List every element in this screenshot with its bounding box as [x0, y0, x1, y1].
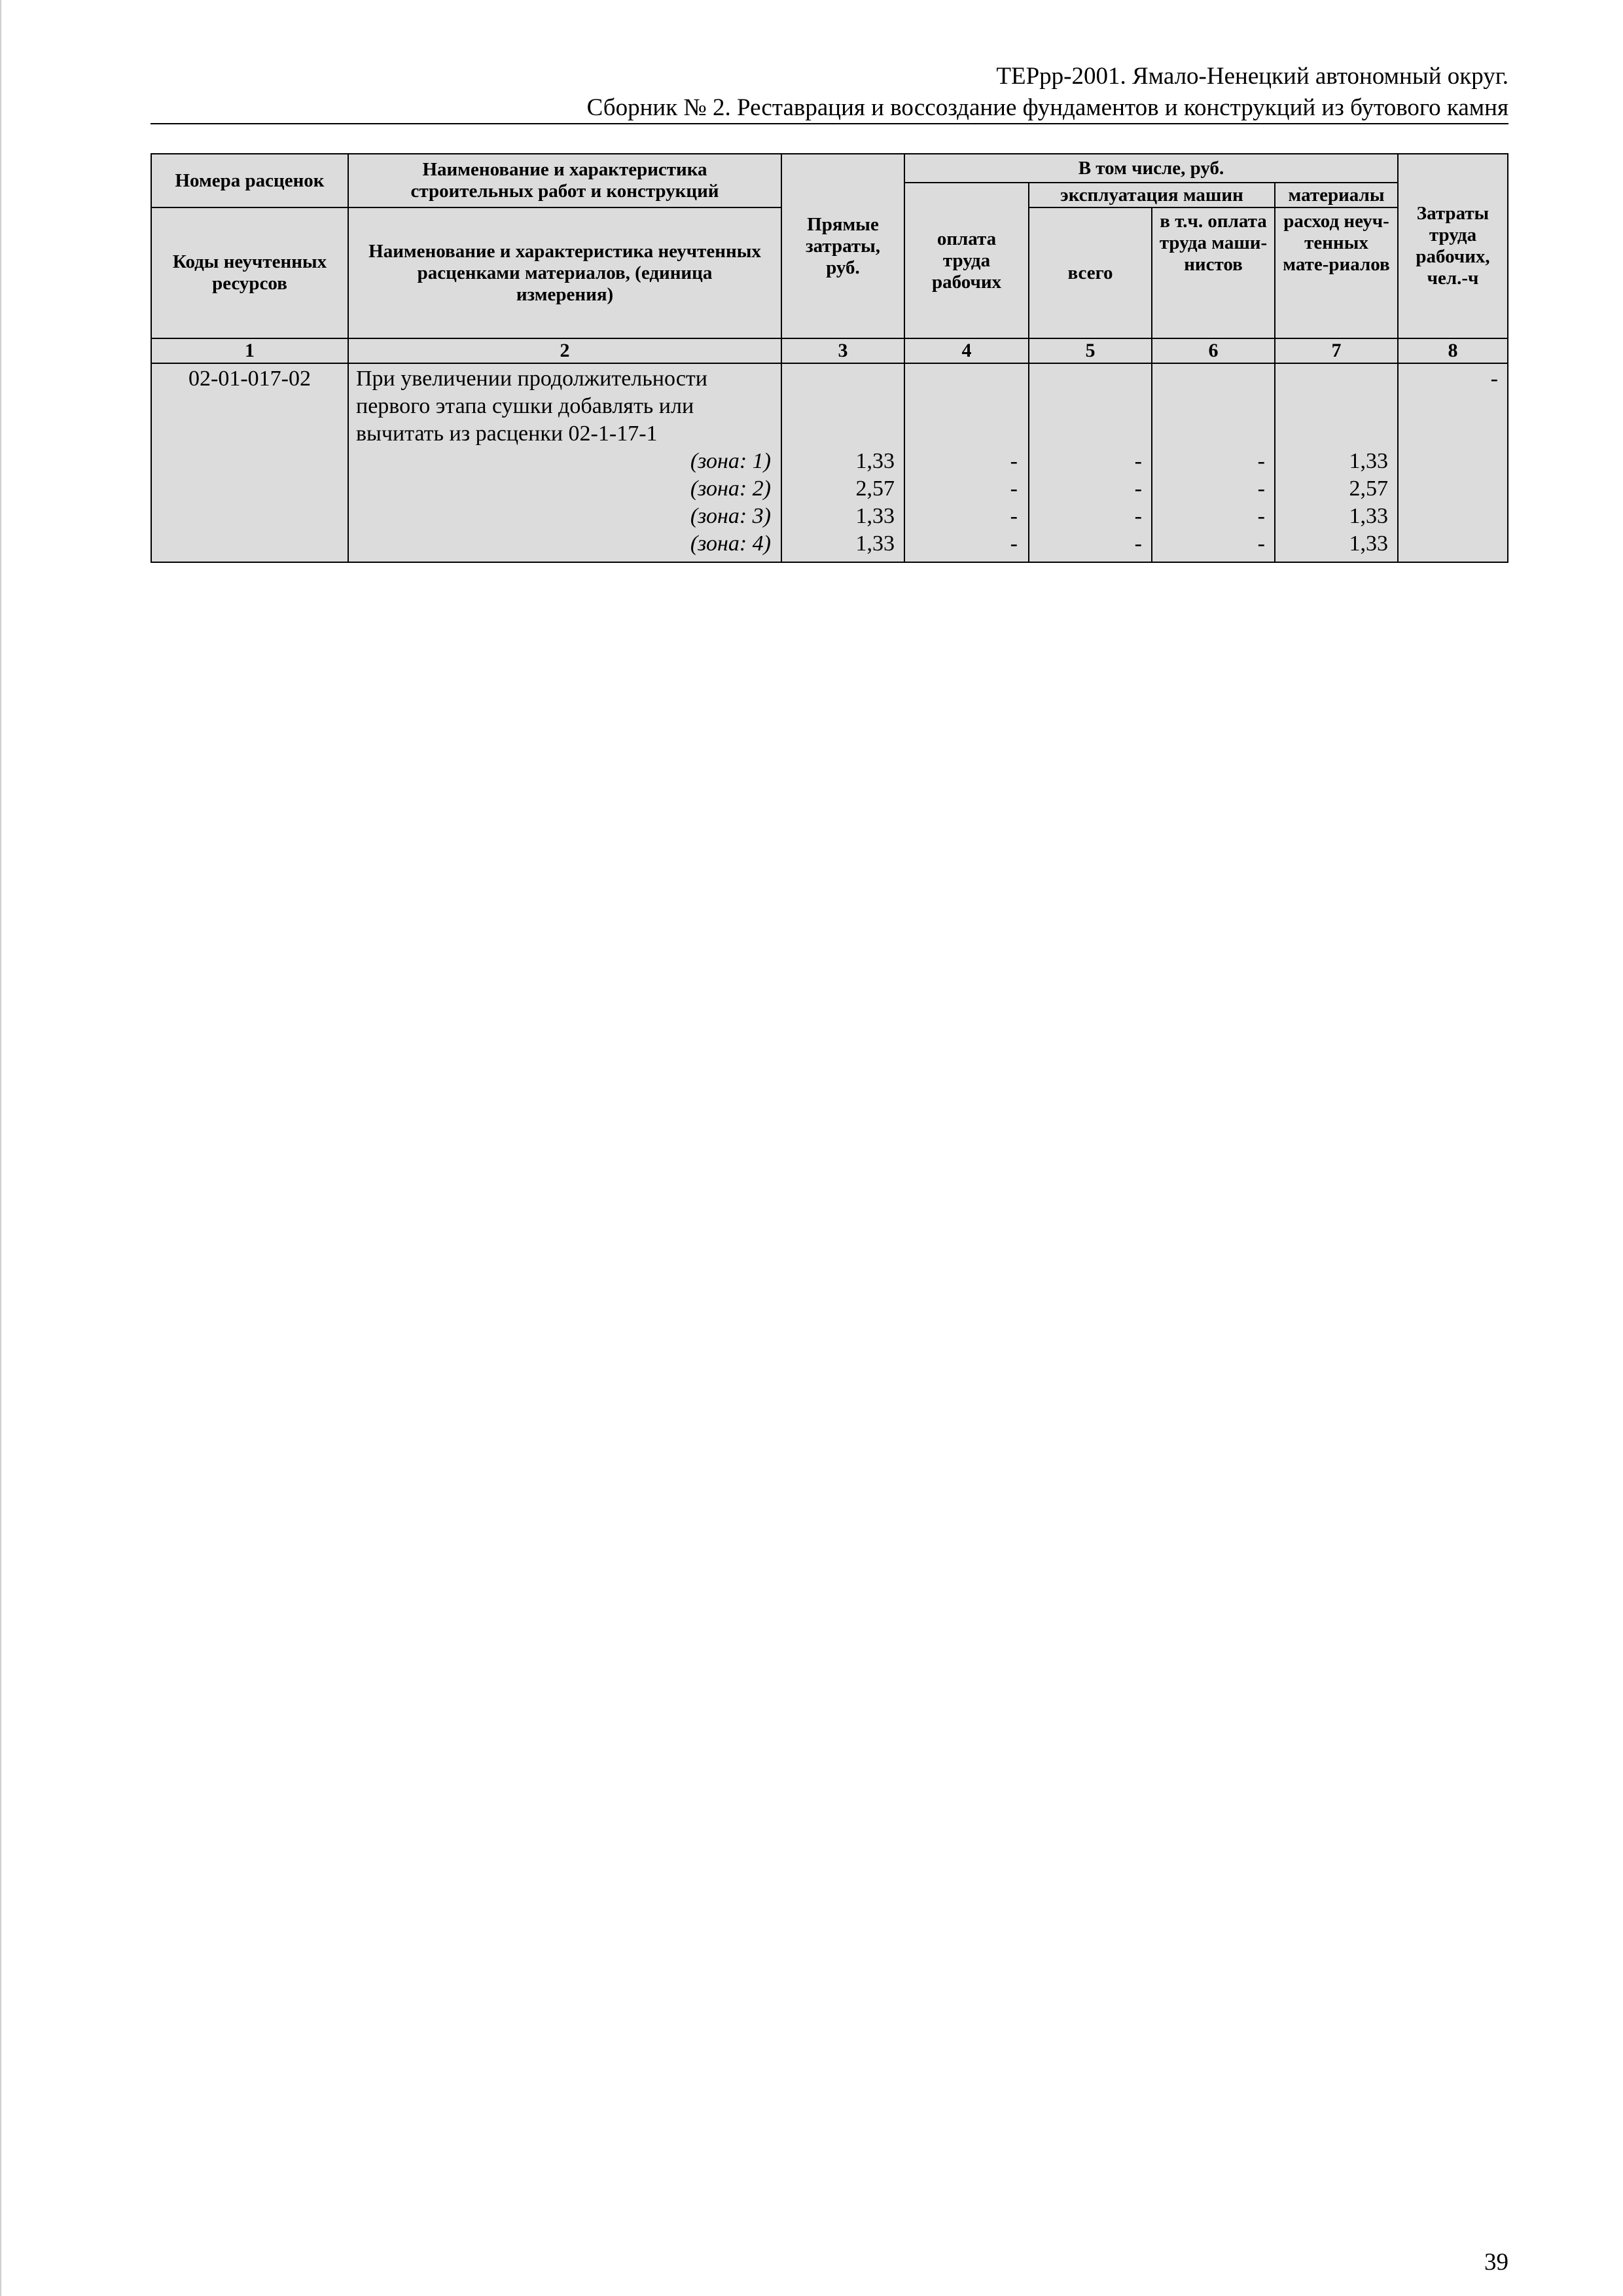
rate-description-line-3: вычитать из расценки 02-1-17-1	[356, 422, 658, 446]
col-number-6: 6	[1208, 340, 1219, 361]
rates-table	[151, 153, 1508, 563]
direct-cost: 1,33	[855, 449, 895, 473]
materials-cost: 1,33	[1349, 531, 1388, 556]
page-number: 39	[1484, 2249, 1508, 2276]
worker-wages: -	[1010, 504, 1018, 528]
col-number-3: 3	[838, 340, 848, 361]
operator-wages: -	[1257, 476, 1265, 501]
zone-label: (зона: 2)	[690, 476, 771, 501]
header-line-1: ТЕРрр-2001. Ямало-Ненецкий автономный округ.	[996, 63, 1508, 90]
header-line-2: Сборник № 2. Реставрация и воссоздание фундаментов и конструкций из бутового камня	[586, 94, 1508, 121]
rate-description-line-2: первого этапа сушки добавлять или	[356, 394, 694, 418]
rate-code: 02-01-017-02	[188, 367, 311, 391]
col-number-5: 5	[1085, 340, 1096, 361]
col-number-1: 1	[245, 340, 255, 361]
header-rule	[151, 123, 1508, 124]
header-machines-total: всего	[1067, 262, 1113, 283]
header-machine-operation: эксплуатация машин	[1060, 184, 1243, 206]
col-number-8: 8	[1448, 340, 1458, 361]
labor-hours-value: -	[1490, 367, 1498, 391]
zone-label: (зона: 3)	[690, 504, 771, 528]
machines-total: -	[1134, 476, 1142, 501]
machines-total: -	[1134, 504, 1142, 528]
operator-wages: -	[1257, 449, 1265, 473]
materials-cost: 2,57	[1349, 476, 1388, 501]
worker-wages: -	[1010, 449, 1018, 473]
header-direct-costs: Прямые затраты, руб.	[805, 213, 881, 278]
header-materials: материалы	[1288, 184, 1385, 206]
header-labor-hours: Затраты труда рабочих, чел.-ч	[1416, 203, 1490, 289]
direct-cost: 1,33	[855, 531, 895, 556]
col-number-7: 7	[1331, 340, 1342, 361]
materials-cost: 1,33	[1349, 449, 1388, 473]
page-edge	[0, 0, 1, 2296]
header-worker-wages: оплата труда рабочих	[931, 228, 1002, 293]
row-line	[152, 363, 1507, 364]
col-number-4: 4	[961, 340, 972, 361]
machines-total: -	[1134, 449, 1142, 473]
materials-cost: 1,33	[1349, 504, 1388, 528]
header-work-name: Наименование и характеристика строительных работ и конструкций	[410, 159, 719, 202]
header-material-name: Наименование и характеристика неучтенных расценками материалов, (единица измерения)	[368, 240, 761, 305]
worker-wages: -	[1010, 476, 1018, 501]
header-including: В том числе, руб.	[1078, 157, 1224, 179]
rate-description-line-1: При увеличении продолжительности	[356, 367, 707, 391]
direct-cost: 2,57	[855, 476, 895, 501]
zone-label: (зона: 4)	[690, 531, 771, 556]
operator-wages: -	[1257, 504, 1265, 528]
header-operator-wages: в т.ч. оплата труда маши-нистов	[1159, 211, 1268, 275]
direct-cost: 1,33	[855, 504, 895, 528]
header-rate-numbers: Номера расценок	[175, 170, 325, 191]
header-resource-codes: Коды неучтенных ресурсов	[172, 251, 327, 294]
header-unaccounted-materials: расход неуч-тенных мате-риалов	[1283, 211, 1390, 275]
worker-wages: -	[1010, 531, 1018, 556]
operator-wages: -	[1257, 531, 1265, 556]
col-number-2: 2	[560, 340, 570, 361]
machines-total: -	[1134, 531, 1142, 556]
zone-label: (зона: 1)	[690, 449, 771, 473]
